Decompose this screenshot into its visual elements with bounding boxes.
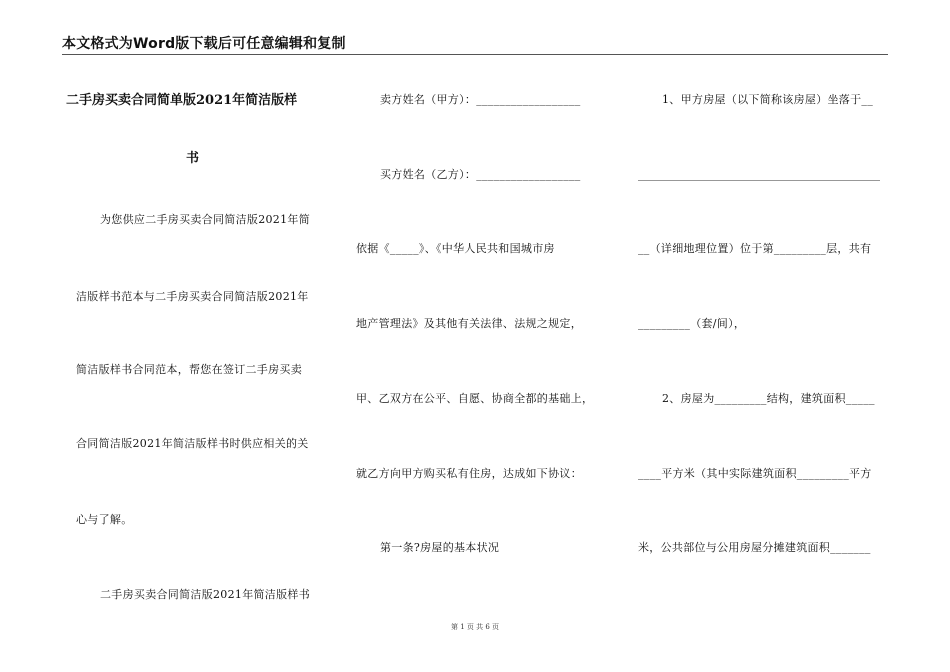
paragraph-line: 依据《_____》、《中华人民共和国城市房 [356, 242, 555, 255]
header-note: 本文格式为Word版下载后可任意编辑和复制 [62, 36, 346, 52]
buyer-name-line: 买方姓名（乙方）：__________________ [380, 168, 581, 181]
paragraph-line: 1、甲方房屋（以下简称该房屋）坐落于__ [662, 93, 873, 106]
paragraph-line: 洁版样书范本与二手房买卖合同简洁版2021年 [76, 290, 309, 303]
paragraph-line: 就乙方向甲方购买私有住房，达成如下协议： [356, 467, 582, 480]
paragraph-line: 米，公共部位与公用房屋分摊建筑面积_______ [638, 541, 871, 554]
paragraph-line: 合同简洁版2021年简洁版样书时供应相关的关 [76, 437, 309, 450]
column-right [630, 0, 890, 672]
paragraph-line: 心与了解。 [76, 513, 133, 526]
paragraph-line: ____________________________________________ [638, 168, 880, 181]
paragraph-line: _________（套/间）， [638, 317, 746, 330]
page-number: 第 1 页 共 6 页 [450, 623, 500, 631]
paragraph-line: 2、房屋为_________结构，建筑面积_____ [662, 392, 875, 405]
paragraph-line: __（详细地理位置）位于第_________层，共有 [638, 242, 872, 255]
paragraph-line: ____平方米（其中实际建筑面积_________平方 [638, 467, 872, 480]
document-title-line-1: 二手房买卖合同简单版2021年简洁版样 [66, 93, 298, 108]
section-heading: 第一条?房屋的基本状况 [380, 541, 500, 554]
document-title-line-2: 书 [186, 151, 200, 166]
seller-name-line: 卖方姓名（甲方）：__________________ [380, 93, 581, 106]
column-left [0, 0, 350, 672]
paragraph-line: 二手房买卖合同简洁版2021年简洁版样书 [100, 588, 310, 601]
paragraph-line: 甲、乙双方在公平、自愿、协商全都的基础上， [356, 392, 594, 405]
paragraph-line: 地产管理法》及其他有关法律、法规之规定， [356, 317, 582, 330]
paragraph-line: 简洁版样书合同范本，帮您在签订二手房买卖 [76, 363, 302, 376]
paragraph-line: 为您供应二手房买卖合同简洁版2021年简 [100, 213, 310, 226]
column-middle [350, 0, 630, 672]
